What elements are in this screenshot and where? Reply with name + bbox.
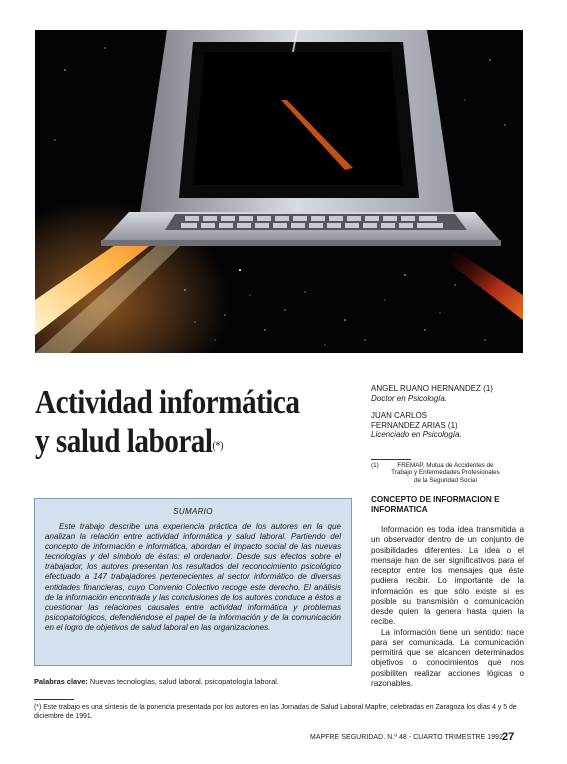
affiliation-line-2: Trabajo y Enfermedades Profesionales (391, 469, 500, 477)
keywords (34, 677, 354, 686)
affiliation-rule (371, 459, 411, 460)
footnote-mark: (*) (34, 704, 42, 711)
page-number: 27 (502, 731, 515, 743)
affiliation-line-3: de la Seguridad Social (413, 476, 477, 484)
author-1-role: Doctor en Psicología. (371, 393, 448, 403)
title-line-2 (35, 422, 302, 461)
footnote (34, 704, 524, 721)
paragraph: La información tiene un sentido: nace para ser comunicada. La comunicación permitirá que se alcancen determinados objetivos o conocimientos que nos posibiliten realizar acciones lógicas o razonables. (371, 627, 524, 688)
summary-box (34, 498, 352, 666)
summary-heading: SUMARIO (173, 507, 213, 516)
author-2-name-line-2: FERNANDEZ ARIAS (1) (371, 420, 458, 430)
authors-block (371, 384, 521, 440)
section-body (371, 525, 524, 689)
summary-text: Este trabajo describe una experiencia práctica de los autores en la que analizan la relación entre actividad informática y salud laboral. Partiendo del concepto de información e informática, abordan el impacto social de las nuevas tecnologías y del símbolo de éstas: el ordenador. Desde sus efectos sobre el trabajador, los autores presentan los resultados del reconocimiento psicológico efectuado a 147 trabajadores pertenecientes al sector informático de diversas entidades financieras, cuyo Convenio Colectivo recoge este derecho. El análisis de la información encontrada y las conclusiones de los autores conduce a éstos a cuestionar las relaciones causales entre actividad informática y problemas psicopatológicos, defendiéndose el papel de la información y de la comunicación en el logro de objetivos de salud laboral en las organizaciones. (45, 522, 341, 632)
computer-terminal-illustration (35, 30, 523, 353)
affiliation-note (371, 462, 521, 484)
running-footer: MAPFRE SEGURIDAD. N.º 48 - CUARTO TRIMESTRE 1992 (310, 734, 504, 741)
affiliation-mark: (1) (371, 462, 379, 469)
title-line-1: Actividad informática (35, 384, 300, 421)
keywords-text: Nuevas tecnologías, salud laboral, psicopatología laboral. (89, 677, 279, 686)
author-2-role: Licenciado en Psicología. (371, 430, 462, 440)
paragraph: Información es toda idea transmitida a un observador dentro de un conjunto de posibilidades diferentes. La idea o el mensaje han de ser significativos para el receptor entre los mensajes que éste pudiera recibir. Lo importante de la información es que sólo existe si es posible su transmisión o comunicación desde quien la genera hasta quien la recibe. (371, 525, 524, 627)
footnote-text: Este trabajo es una síntesis de la ponencia presentada por los autores en las Jornadas de Salud Laboral Mapfre, celebradas en Zaragoza los días 4 y 5 de diciembre de 1991. (34, 704, 517, 720)
article-title (35, 383, 302, 461)
author-1-name: ANGEL RUANO HERNANDEZ (1) (371, 384, 493, 393)
footnote-rule (34, 699, 74, 700)
title-line-2-text: y salud laboral (35, 423, 213, 460)
affiliation-line-1: FREMAP, Mutua de Accidentes de (397, 462, 494, 469)
author-2-name-line-1: JUAN CARLOS (371, 411, 428, 421)
hero-image (35, 30, 523, 353)
section-heading: CONCEPTO DE INFORMACION E INFORMATICA (371, 495, 500, 514)
title-footnote-mark: (*) (212, 438, 223, 452)
keywords-label: Palabras clave: (34, 677, 88, 686)
